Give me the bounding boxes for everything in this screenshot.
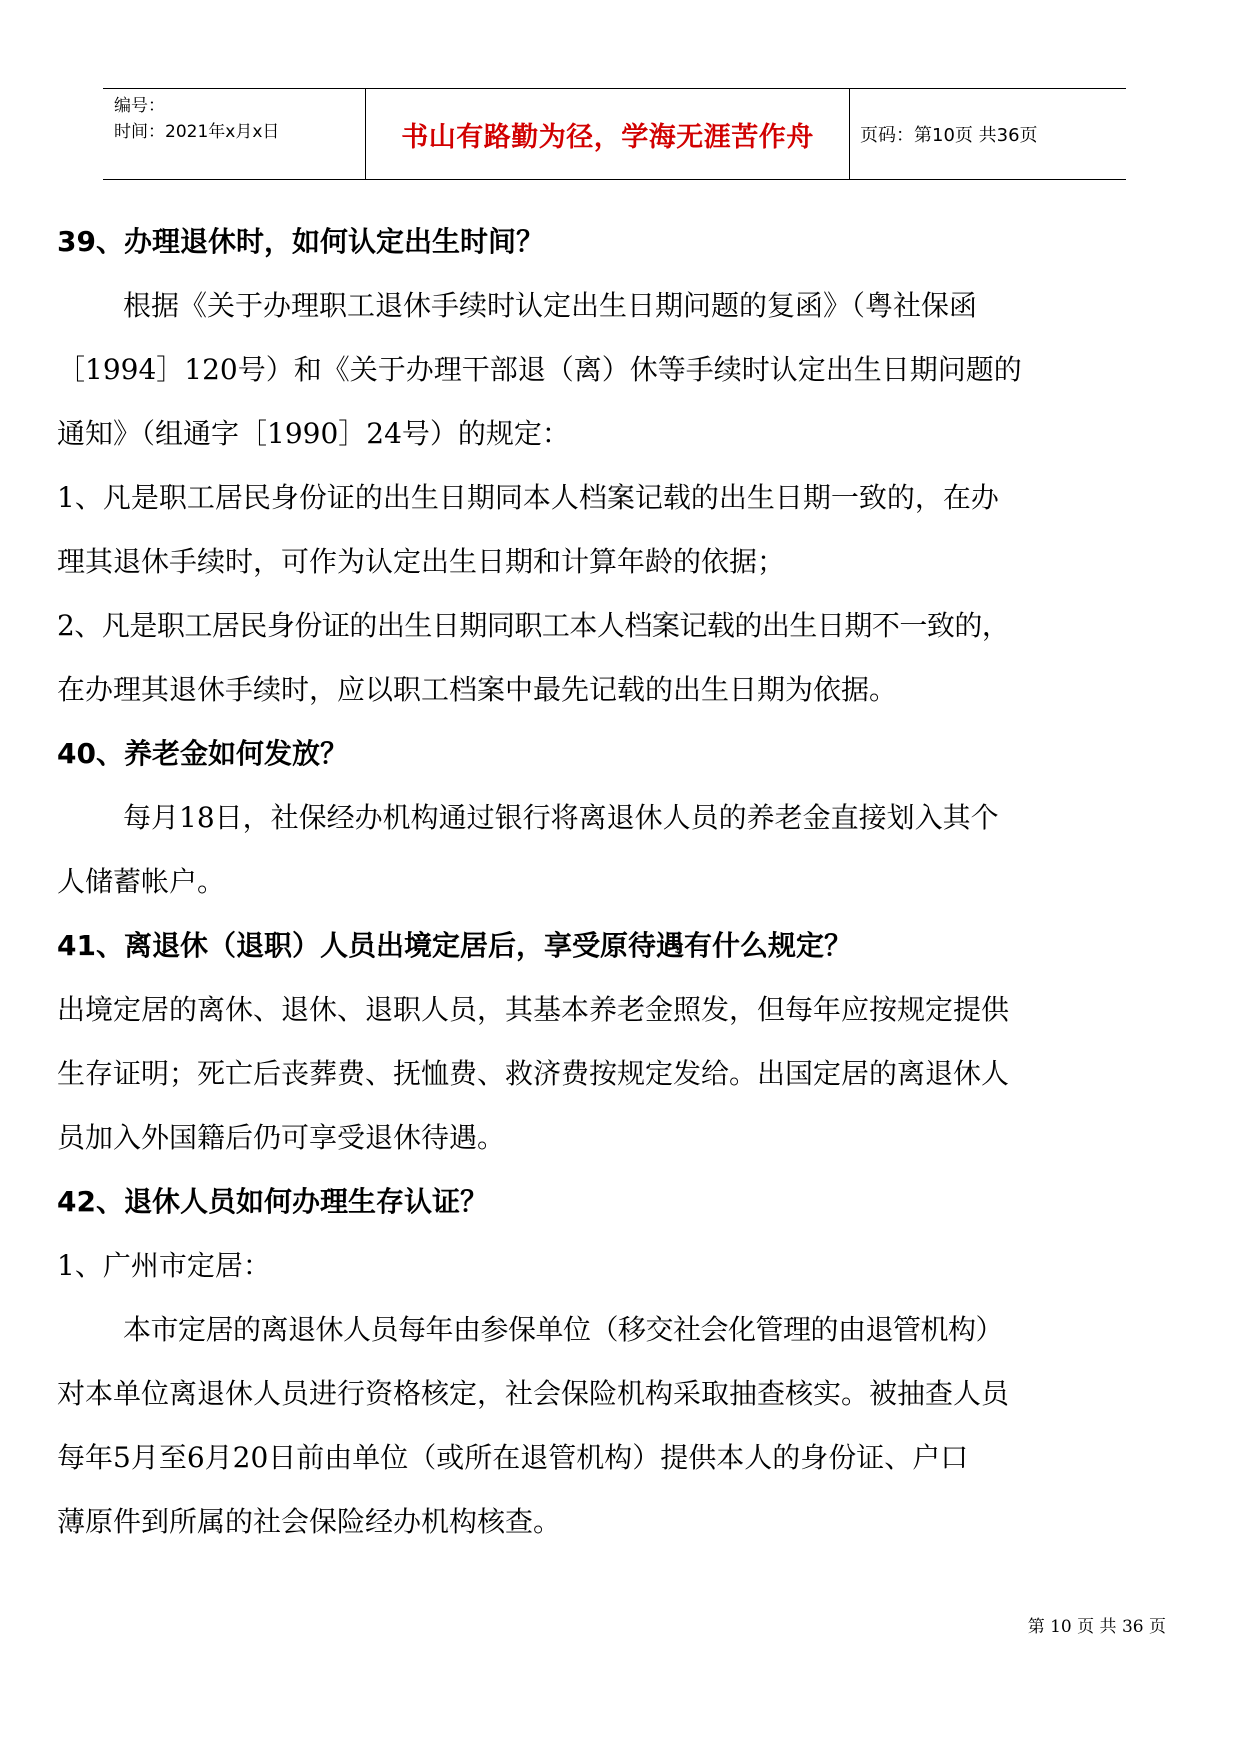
header-number-label: 编号：: [114, 96, 165, 116]
q42-subheading: 1、广州市定居：: [57, 1249, 271, 1282]
q39-item-2-line: 2、凡是职工居民身份证的出生日期同职工本人档案记载的出生日期不一致的，: [57, 609, 1010, 642]
q41-paragraph-line: 生存证明；死亡后丧葬费、抚恤费、救济费按规定发给。出国定居的离退休人: [57, 1057, 1010, 1090]
question-39-title: 39、办理退休时，如何认定出生时间？: [57, 225, 544, 258]
q39-paragraph-line: ［1994］120号）和《关于办理干部退（离）休等手续时认定出生日期问题的: [57, 353, 1022, 386]
page-header: [103, 88, 1126, 180]
q39-item-1-line: 1、凡是职工居民身份证的出生日期同本人档案记载的出生日期一致的，在办: [57, 481, 999, 514]
q39-paragraph-line: 根据《关于办理职工退休手续时认定出生日期问题的复函》（粤社保函: [123, 289, 978, 322]
document-body: [57, 210, 1187, 1554]
q39-item-2-line: 在办理其退休手续时，应以职工档案中最先记载的出生日期为依据。: [57, 673, 898, 706]
q39-item-1-line: 理其退休手续时，可作为认定出生日期和计算年龄的依据；: [57, 545, 786, 578]
header-motto: 书山有路勤为径，学海无涯苦作舟: [401, 121, 814, 153]
q42-paragraph-line: 每年5月至6月20日前由单位（或所在退管机构）提供本人的身份证、户口: [57, 1441, 969, 1474]
header-time-label: 时间：2021年x月x日: [114, 122, 280, 142]
header-info-cell: [103, 89, 365, 179]
q41-paragraph-line: 出境定居的离休、退休、退职人员，其基本养老金照发，但每年应按规定提供: [57, 993, 1010, 1026]
footer-page-number: 第 10 页 共 36 页: [1027, 1617, 1166, 1637]
q39-paragraph-line: 通知》（组通字［1990］24号）的规定：: [57, 417, 570, 450]
q40-paragraph-line: 每月18日，社保经办机构通过银行将离退休人员的养老金直接划入其个: [123, 801, 999, 834]
q42-paragraph-line: 本市定居的离退休人员每年由参保单位（移交社会化管理的由退管机构）: [123, 1313, 1004, 1346]
header-page-cell: [850, 89, 1126, 179]
question-41-title: 41、离退休（退职）人员出境定居后，享受原待遇有什么规定？: [57, 929, 852, 962]
header-motto-cell: [365, 89, 850, 179]
header-page-label: 页码：第10页 共36页: [860, 125, 1038, 146]
page-footer: [1028, 1612, 1166, 1637]
q40-paragraph-line: 人储蓄帐户。: [57, 865, 226, 898]
q42-paragraph-line: 对本单位离退休人员进行资格核定，社会保险机构采取抽查核实。被抽查人员: [57, 1377, 1010, 1410]
q41-paragraph-line: 员加入外国籍后仍可享受退休待遇。: [57, 1121, 506, 1154]
question-42-title: 42、退休人员如何办理生存认证？: [57, 1185, 488, 1218]
question-40-title: 40、养老金如何发放？: [57, 737, 348, 770]
q42-paragraph-line: 薄原件到所属的社会保险经办机构核查。: [57, 1505, 562, 1538]
